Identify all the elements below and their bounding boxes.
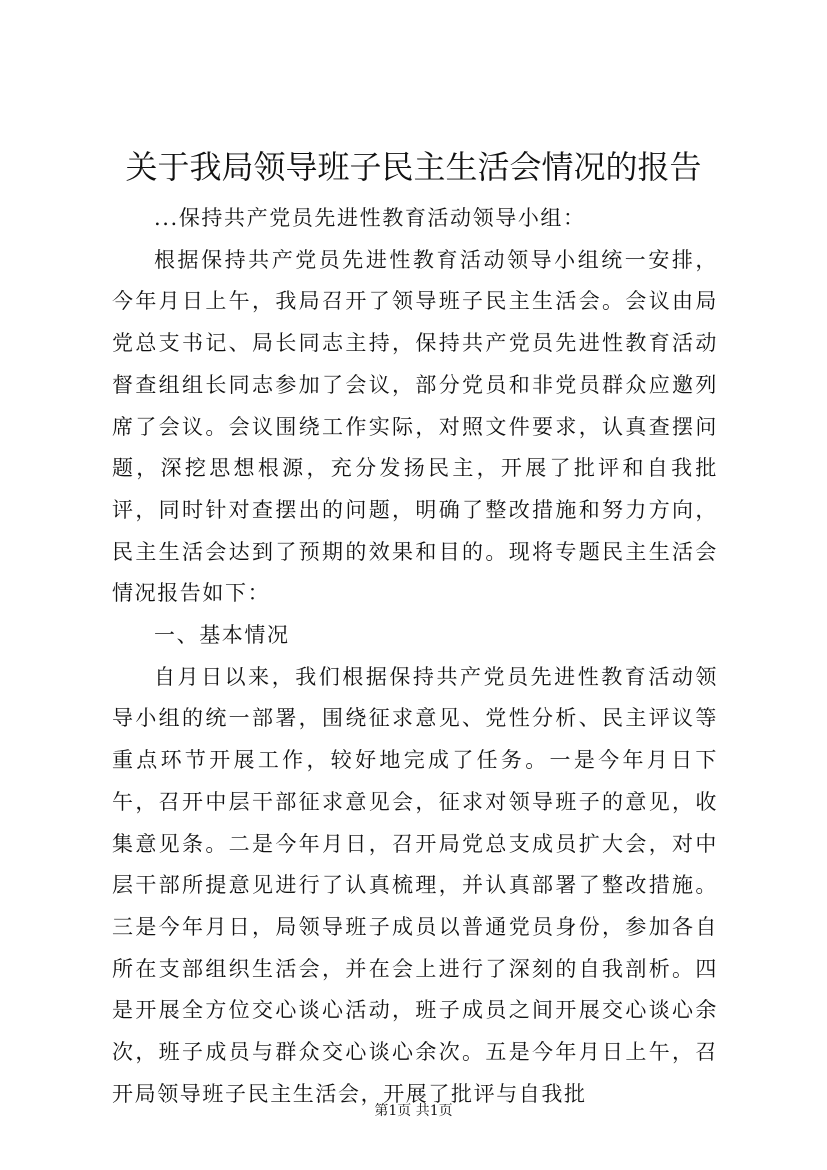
page-footer: 第1页 共1页	[374, 1103, 453, 1119]
paragraph-intro: 根据保持共产党员先进性教育活动领导小组统一安排，今年月日上午，我局召开了领导班子民主生活会。会议由局党总支书记、局长同志主持，保持共产党员先进性教育活动督查组组长同志参加了会议，部分党员和非党员群众应邀列席了会议。会议围绕工作实际，对照文件要求，认真查摆问题，深挖思想根源，充分发扬民主，开展了批评和自我批评，同时针对查摆出的问题，明确了整改措施和努力方向，民主生活会达到了预期的效果和目的。现将专题民主生活会情况报告如下：	[112, 247, 718, 606]
document-body	[112, 198, 718, 1115]
section-heading-basic-situation: 一、基本情况	[154, 623, 290, 648]
paragraph-basic-situation: 自月日以来，我们根据保持共产党员先进性教育活动领导小组的统一部署，围绕征求意见、党性分析、民主评议等重点环节开展工作，较好地完成了任务。一是今年月日下午，召开中层干部征求意见会，征求对领导班子的意见，收集意见条。二是今年月日，召开局党总支成员扩大会，对中层干部所提意见进行了认真梳理，并认真部署了整改措施。三是今年月日，局领导班子成员以普通党员身份，参加各自所在支部组织生活会，并在会上进行了深刻的自我剖析。四是开展全方位交心谈心活动，班子成员之间开展交心谈心余次，班子成员与群众交心谈心余次。五是今年月日上午，召开局领导班子民主生活会，开展了批评与自我批	[112, 664, 718, 1106]
salutation: ...保持共产党员先进性教育活动领导小组：	[154, 206, 586, 230]
document-title: 关于我局领导班子民主生活会情况的报告	[125, 148, 702, 186]
